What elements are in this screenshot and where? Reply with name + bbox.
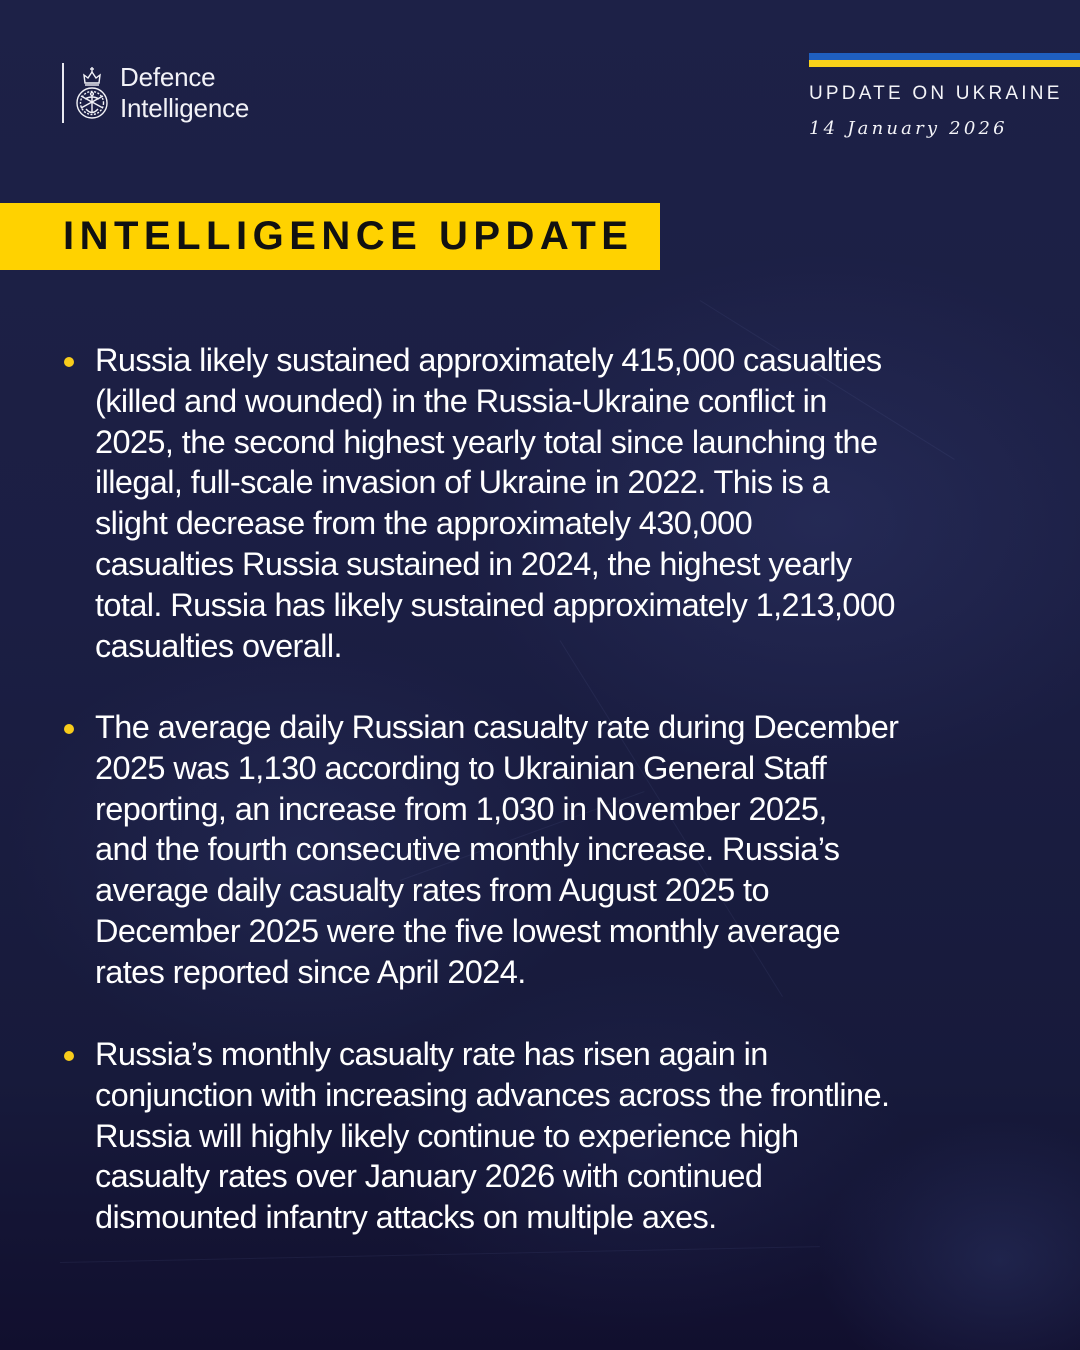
bullet-text-line: average daily casualty rates from August 2025 to xyxy=(95,872,769,908)
map-border-line xyxy=(60,1246,820,1263)
update-date: 14 January 2026 xyxy=(809,118,1008,139)
bullet-text-line: casualties Russia sustained in 2024, the highest yearly xyxy=(95,546,852,582)
bullet-text-line: conjunction with increasing advances across the frontline. xyxy=(95,1077,890,1113)
bullet-text-line: December 2025 were the five lowest monthly average xyxy=(95,913,840,949)
bullet-text-line: slight decrease from the approximately 430,000 xyxy=(95,505,753,541)
bullet-dot-icon xyxy=(64,724,74,734)
bullet-text-line: Russia likely sustained approximately 415,000 casualties xyxy=(95,342,882,378)
bullet-text-line: total. Russia has likely sustained approximately 1,213,000 xyxy=(95,587,895,623)
bullet-text-line: rates reported since April 2024. xyxy=(95,954,526,990)
bullet-text-line: (killed and wounded) in the Russia-Ukraine conflict in xyxy=(95,383,827,419)
bullet-text-line: and the fourth consecutive monthly increase. Russia’s xyxy=(95,831,840,867)
bullet-text-line: casualty rates over January 2026 with continued xyxy=(95,1158,763,1194)
update-on-ukraine-label: UPDATE ON UKRAINE xyxy=(809,83,1063,104)
banner-title: INTELLIGENCE UPDATE xyxy=(63,214,634,258)
bullet-text-line: 2025, the second highest yearly total since launching the xyxy=(95,424,878,460)
ukraine-flag-bar xyxy=(809,53,1080,67)
bullet-text-line: Russia will highly likely continue to experience high xyxy=(95,1118,799,1154)
logo-wordmark xyxy=(120,62,249,124)
bullet-text-line: casualties overall. xyxy=(95,628,342,664)
bullet-text-line: reporting, an increase from 1,030 in November 2025, xyxy=(95,791,827,827)
bullet-text-line: 2025 was 1,130 according to Ukrainian General Staff xyxy=(95,750,827,786)
bullet-text-line: dismounted infantry attacks on multiple axes. xyxy=(95,1199,717,1235)
bullet-text-line: Russia’s monthly casualty rate has risen again in xyxy=(95,1036,768,1072)
bullet-dot-icon xyxy=(64,357,74,367)
logo-line-2: Intelligence xyxy=(120,93,250,123)
logo-line-1: Defence xyxy=(120,62,216,92)
royal-crest-icon xyxy=(72,63,112,123)
bullet-text-line: illegal, full-scale invasion of Ukraine in 2022. This is a xyxy=(95,464,830,500)
flag-yellow-stripe xyxy=(809,60,1080,67)
bullet-dot-icon xyxy=(64,1051,74,1061)
intelligence-update-banner xyxy=(0,203,660,270)
logo-divider xyxy=(62,63,64,123)
bullet-text-line: The average daily Russian casualty rate during December xyxy=(95,709,899,745)
flag-blue-stripe xyxy=(809,53,1080,60)
defence-intelligence-logo xyxy=(62,62,249,124)
